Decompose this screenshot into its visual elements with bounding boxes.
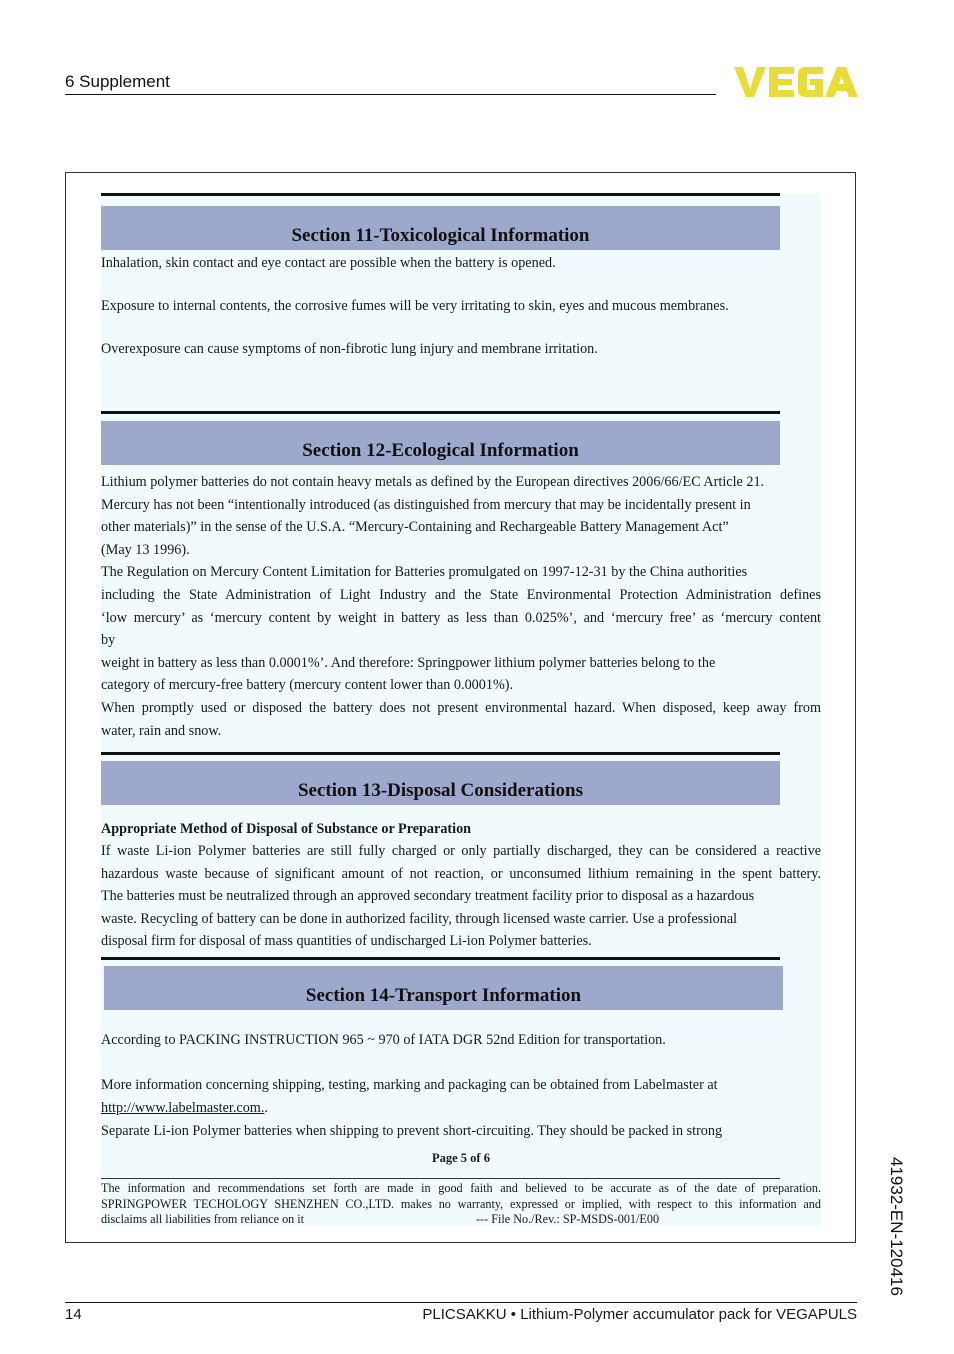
s13-line: disposal firm for disposal of mass quantities of undischarged Li-ion Polymer batteries. bbox=[101, 933, 592, 950]
s11-line-1: Inhalation, skin contact and eye contact are possible when the battery is opened. bbox=[101, 255, 556, 271]
s12-line: including the State Administration of Light Industry and the State Environmental Protection Administration defines bbox=[101, 586, 821, 603]
disclaimer-line-1: The information and recommendations set forth are made in good faith and believed to be accurate as of the date of preparation. bbox=[101, 1181, 821, 1195]
chapter-heading: 6 Supplement bbox=[65, 72, 170, 91]
section-rule bbox=[101, 193, 780, 196]
s12-line: other materials)” in the sense of the U.S.A. “Mercury-Containing and Rechargeable Battery Management Act” bbox=[101, 519, 729, 536]
link-suffix: . bbox=[264, 1100, 268, 1116]
s12-line: weight in battery as less than 0.0001%’. And therefore: Springpower lithium polymer batteries belong to the bbox=[101, 654, 716, 671]
section-13-title: Section 13-Disposal Considerations bbox=[101, 761, 780, 805]
s13-line: If waste Li-ion Polymer batteries are still fully charged or only partially discharged, they can be considered a reactive bbox=[101, 843, 821, 859]
s12-line: ‘low mercury’ as ‘mercury content by weight in battery as less than 0.025%’, and ‘mercury free’ as ‘mercury content bbox=[101, 609, 821, 626]
s12-line: (May 13 1996). bbox=[101, 541, 190, 558]
section-11-title: Section 11-Toxicological Information bbox=[101, 206, 780, 250]
section-14-title: Section 14-Transport Information bbox=[104, 966, 783, 1010]
s11-line-3: Overexposure can cause symptoms of non-fibrotic lung injury and membrane irritation. bbox=[101, 341, 598, 357]
disclaimer-text: disclaims all liabilities from reliance on it bbox=[101, 1212, 305, 1227]
s12-line: The Regulation on Mercury Content Limitation for Batteries promulgated on 1997-12-31 by the China authorities bbox=[101, 564, 748, 581]
manual-title: PLICSAKKU • Lithium-Polymer accumulator pack for VEGAPULS bbox=[422, 1306, 857, 1323]
s14-link-line bbox=[101, 1097, 821, 1120]
s11-line-2: Exposure to internal contents, the corrosive fumes will be very irritating to skin, eyes and mucous membranes. bbox=[101, 298, 729, 314]
s12-line: Lithium polymer batteries do not contain heavy metals as defined by the European directives 2006/66/EC Article 21. bbox=[101, 474, 765, 490]
section-rule bbox=[101, 752, 780, 755]
s13-line: The batteries must be neutralized through an approved secondary treatment facility prior to disposal as a hazardous bbox=[101, 888, 755, 905]
s12-line: water, rain and snow. bbox=[101, 722, 222, 739]
labelmaster-link[interactable]: http://www.labelmaster.com. bbox=[101, 1100, 265, 1116]
doc-page-number: Page 5 of 6 bbox=[432, 1151, 490, 1165]
msds-page bbox=[101, 193, 821, 1226]
disclaimer-line-3 bbox=[101, 1212, 821, 1228]
s13-body bbox=[101, 840, 821, 953]
header-rule bbox=[65, 94, 716, 95]
s14-line-2: More information concerning shipping, testing, marking and packaging can be obtained from Labelmaster at bbox=[101, 1077, 718, 1093]
s14-line-3: Separate Li-ion Polymer batteries when shipping to prevent short-circuiting. They should be packed in strong bbox=[101, 1123, 723, 1139]
document-code: 41932-EN-120416 bbox=[887, 1157, 906, 1296]
s12-line: When promptly used or disposed the battery does not present environmental hazard. When disposed, keep away from bbox=[101, 699, 821, 716]
file-revision: --- File No./Rev.: SP-MSDS-001/E00 bbox=[476, 1212, 660, 1227]
s13-line: waste. Recycling of battery can be done in authorized facility, through licensed waste carrier. Use a professional bbox=[101, 910, 738, 927]
doc-footer-rule bbox=[101, 1178, 780, 1179]
disclaimer-line-2: SPRINGPOWER TECHOLOGY SHENZHEN CO.,LTD. makes no warranty, expressed or implied, with respect to this information and bbox=[101, 1196, 821, 1211]
s14-line-1: According to PACKING INSTRUCTION 965 ~ 970 of IATA DGR 52nd Edition for transportation. bbox=[101, 1032, 666, 1048]
page-number: 14 bbox=[65, 1306, 82, 1323]
doc-disclaimer bbox=[101, 1181, 821, 1228]
s12-body bbox=[101, 471, 821, 742]
section-rule bbox=[101, 411, 780, 414]
s12-line: category of mercury-free battery (mercury content lower than 0.0001%). bbox=[101, 677, 514, 694]
section-rule bbox=[101, 957, 780, 960]
section-12-title: Section 12-Ecological Information bbox=[101, 421, 780, 465]
vega-logo bbox=[734, 64, 858, 100]
s12-line: by bbox=[101, 632, 116, 649]
footer-rule bbox=[65, 1302, 857, 1303]
s12-line: Mercury has not been “intentionally introduced (as distinguished from mercury that may be incidentally present in bbox=[101, 496, 751, 513]
s13-subheading: Appropriate Method of Disposal of Substance or Preparation bbox=[101, 821, 472, 837]
s13-line: hazardous waste because of significant amount of not reaction, or unconsumed lithium remaining in the spent battery. bbox=[101, 865, 821, 882]
